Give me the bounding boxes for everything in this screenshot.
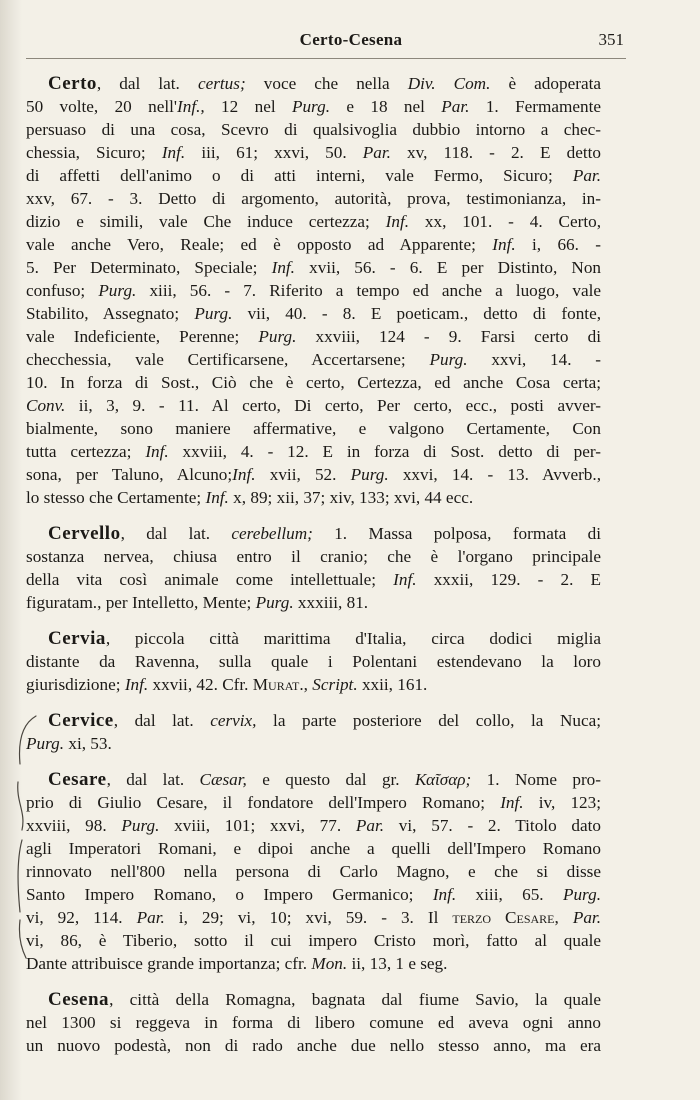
header-title: Certo-Cesena: [299, 30, 403, 49]
entries-column: [26, 72, 601, 1070]
running-header: [26, 30, 676, 58]
headword: Cervello: [48, 523, 121, 544]
entry-cervice: Cervice, dal lat. cervix, la parte posteriore del collo, la Nuca; Purg. xi, 53.: [26, 710, 601, 753]
entry-cesena: Cesena, città della Romagna, bagnata dal fiume Savio, la quale nel 1300 si reggeva in forma di libero comune ed aveva ogni anno un nuovo podestà, non di rado anche due nello stesso anno, ma era: [26, 989, 601, 1055]
headword: Cervice: [48, 710, 114, 731]
headword: Cervia: [48, 628, 106, 649]
headword: Certo: [48, 73, 97, 94]
entry-certo: Certo, dal lat. certus; voce che nella Div. Com. è adoperata 50 volte, 20 nell'Inf., 12 nel Purg. e 18 nel Par. 1. Fermamente persuaso di una cosa, Scevro di qualsivoglia dubbio intorno a chec- chessia, Sicuro; Inf. iii, 61; xxvi, 50. Par. xv, 118. - 2. E detto di affetti dell'animo o di atti interni, vale Fermo, Sicuro; Par. xxv, 67. - 3. Detto di argomento, autorità, prova, testimonianza, in- dizio e simili, vale Che induce certezza; Inf. xx, 101. - 4. Certo, vale anche Vero, Reale; ed è opposto ad Apparente; Inf. i, 66. - 5. Per Determinato, Speciale; Inf. xvii, 56. - 6. E per Distinto, Non confuso; Purg. xiii, 56. - 7. Riferito a tempo ed anche a luogo, vale Stabilito, Assegnato; Purg. vii, 40. - 8. E poeticam., detto di fonte, vale Indeficiente, Perenne; Purg. xxviii, 124 - 9. Farsi certo di checchessia, vale Certificarsene, Accertarsene; Purg. xxvi, 14. - 10. In forza di Sost., Ciò che è certo, Certezza, ed anche Cosa certa; Conv. ii, 3, 9. - 11. Al certo, Di certo, Per certo, ecc., posti avver- bialmente, sono maniere affermative, e valgono Certamente, Con tutta certezza; Inf. xxviii, 4. - 12. E in forza di Sost. detto di per- sona, per Taluno, Alcuno;Inf. xvii, 52. Purg. xxvi, 14. - 13. Avverb., lo stesso che Certamente; Inf. x, 89; xii, 37; xiv, 133; xvi, 44 ecc.: [26, 73, 602, 507]
entry-cesare: Cesare, dal lat. Cæsar, e questo dal gr. Καῖσαρ; 1. Nome pro- prio di Giulio Cesare, il fondatore dell'Impero Romano; Inf. iv, 123; xxviii, 98. Purg. xviii, 101; xxvi, 77. Par. vi, 57. - 2. Titolo dato agli Imperatori Romani, e dipoi anche a quelli dell'Impero Romano rinnovato nell'800 nella persona di Carlo Magno, e che si disse Santo Impero Romano, o Impero Germanico; Inf. xiii, 65. Purg. vi, 92, 114. Par. i, 29; vi, 10; xvi, 59. - 3. Il terzo Cesare, Par. vi, 86, è Tiberio, sotto il cui impero Cristo morì, fatto al quale Dante attribuisce grande importanza; cfr. Mon. ii, 13, 1 e seg.: [26, 769, 602, 973]
entry-cervello: Cervello, dal lat. cerebellum; 1. Massa polposa, formata di sostanza nervea, chiusa entro il cranio; che è l'organo principale della vita così animale come intellettuale; Inf. xxxii, 129. - 2. E figuratam., per Intelletto, Mente; Purg. xxxiii, 81.: [26, 523, 602, 612]
pencil-margin-mark: [12, 712, 42, 962]
headword: Cesena: [48, 989, 110, 1010]
entry-cervia: Cervia, piccola città marittima d'Italia, circa dodici miglia distante da Ravenna, sulla quale i Polentani estendevano la loro giurisdizione; Inf. xxvii, 42. Cfr. Murat., Script. xxii, 161.: [26, 628, 601, 694]
headword: Cesare: [48, 769, 107, 790]
page-number: 351: [598, 30, 624, 49]
header-rule: [26, 58, 626, 59]
